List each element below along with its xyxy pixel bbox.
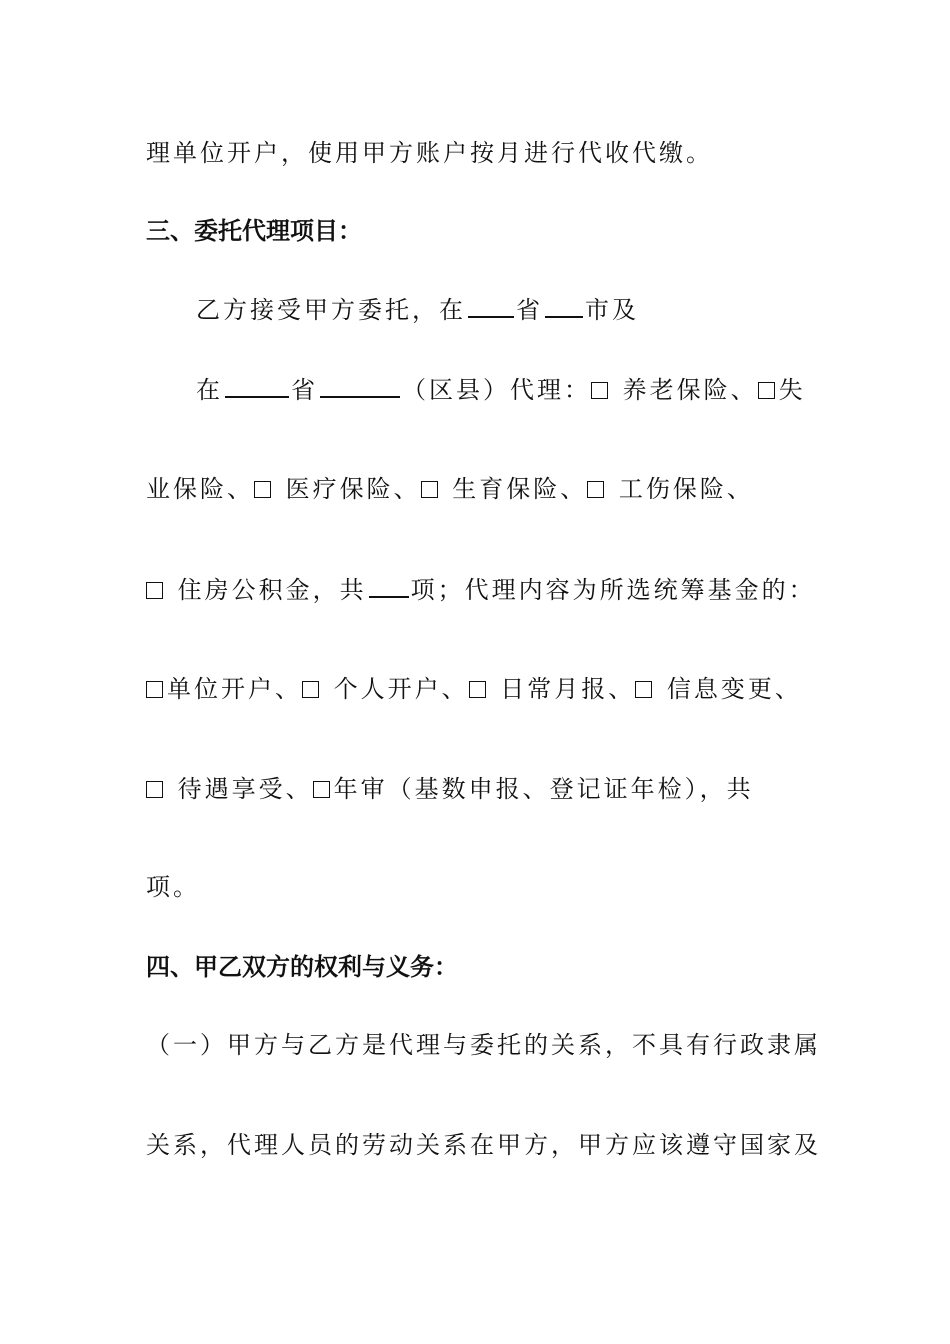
checkbox-icon bbox=[146, 781, 163, 798]
text-fragment: （区县）代理： bbox=[402, 376, 591, 404]
fill-blank-province bbox=[468, 292, 514, 318]
text-fragment: 市及 bbox=[585, 296, 639, 324]
text-fragment: 养老保险、 bbox=[612, 376, 758, 404]
checkbox-icon bbox=[635, 681, 652, 698]
fill-blank-city bbox=[545, 292, 583, 318]
text-fragment: 待遇享受、 bbox=[167, 775, 313, 803]
checkbox-icon bbox=[758, 382, 775, 399]
text-line bbox=[196, 292, 806, 327]
checkbox-icon bbox=[146, 582, 163, 599]
text-line bbox=[146, 772, 806, 806]
text-line bbox=[196, 372, 806, 407]
section-heading-3: 三、委托代理项目： bbox=[146, 217, 362, 245]
checkbox-icon bbox=[146, 681, 163, 698]
text-line bbox=[146, 672, 806, 706]
text-fragment: 项。 bbox=[146, 873, 200, 901]
text-line bbox=[146, 870, 806, 904]
text-fragment: 在 bbox=[196, 376, 223, 404]
text-line bbox=[146, 1128, 821, 1162]
paragraph-text: 理单位开户，使用甲方账户按月进行代收代缴。 bbox=[146, 139, 713, 167]
text-fragment: 信息变更、 bbox=[656, 675, 802, 703]
checkbox-icon bbox=[421, 481, 438, 498]
text-fragment: 项；代理内容为所选统筹基金的： bbox=[410, 576, 816, 604]
checkbox-icon bbox=[302, 681, 319, 698]
text-fragment: 日常月报、 bbox=[489, 675, 636, 703]
checkbox-icon bbox=[254, 481, 271, 498]
fill-blank-count bbox=[369, 572, 409, 598]
checkbox-icon bbox=[587, 481, 604, 498]
checkbox-icon bbox=[313, 781, 330, 798]
fill-blank-province bbox=[225, 372, 289, 398]
text-fragment: 失 bbox=[778, 376, 803, 404]
paragraph-text: （一）甲方与乙方是代理与委托的关系，不具有行政隶属 bbox=[146, 1031, 821, 1059]
text-line bbox=[146, 572, 816, 607]
text-fragment: 乙方接受甲方委托，在 bbox=[196, 296, 466, 324]
paragraph-text: 关系，代理人员的劳动关系在甲方，甲方应该遵守国家及 bbox=[146, 1131, 821, 1159]
text-fragment: 医疗保险、 bbox=[275, 475, 421, 503]
text-fragment: 生育保险、 bbox=[441, 475, 588, 503]
text-fragment: 省 bbox=[516, 296, 543, 324]
text-fragment: 个人开户、 bbox=[323, 675, 469, 703]
checkbox-icon bbox=[591, 382, 608, 399]
text-fragment: 工伤保险、 bbox=[608, 475, 754, 503]
text-fragment: 业保险、 bbox=[146, 475, 254, 503]
text-fragment: 省 bbox=[291, 376, 318, 404]
text-fragment: 年审（基数申报、登记证年检），共 bbox=[333, 775, 754, 803]
section-heading-4: 四、甲乙双方的权利与义务： bbox=[146, 953, 458, 981]
text-line bbox=[146, 1028, 821, 1062]
text-fragment: 住房公积金，共 bbox=[167, 576, 367, 604]
text-line bbox=[146, 136, 806, 170]
fill-blank-district bbox=[320, 372, 400, 398]
checkbox-icon bbox=[469, 681, 486, 698]
text-fragment: 单位开户、 bbox=[167, 675, 302, 703]
text-line bbox=[146, 472, 806, 506]
